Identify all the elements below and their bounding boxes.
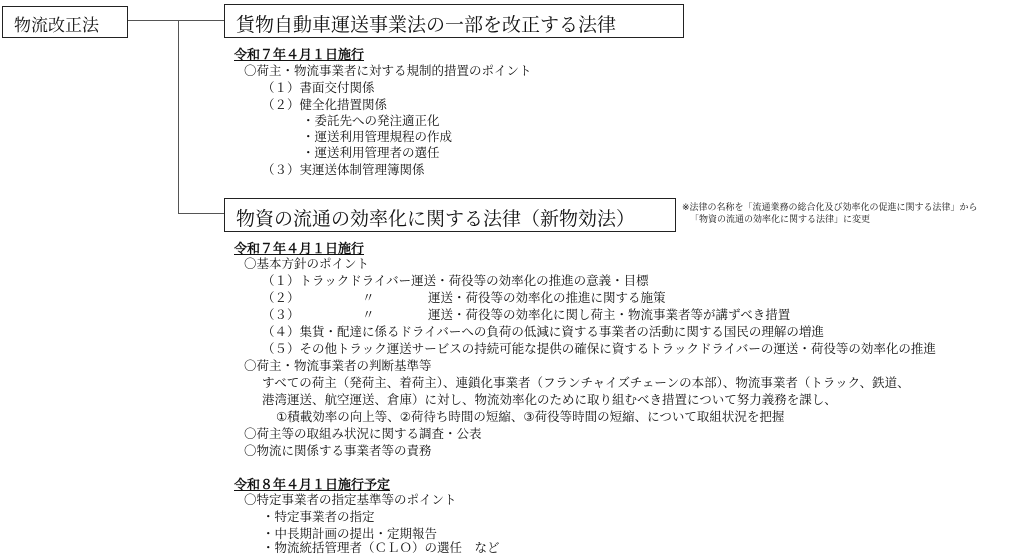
law2-basic-item-4: （４）集貨・配達に係るドライバーへの負荷の低減に資する事業者の活動に関する国民の理解の増進 xyxy=(262,324,824,339)
law2-basic-item-1: （１）トラックドライバー運送・荷役等の効率化の推進の意義・目標 xyxy=(262,273,649,288)
law1-date: 令和７年４月１日施行 xyxy=(234,48,365,63)
law2-specified-item-3: ・物流統括管理者（ＣＬＯ）の選任 など xyxy=(262,540,500,555)
law2-duty-heading: 〇物流に関係する事業者等の責務 xyxy=(244,443,432,458)
law2-basic-item-2-text: 運送・荷役等の効率化の推進に関する施策 xyxy=(428,290,666,305)
law2-specified-item-2: ・中長期計画の提出・定期報告 xyxy=(262,526,438,541)
law2-note-line1: ※法律の名称を「流通業務の総合化及び効率化の促進に関する法律」から xyxy=(682,203,978,213)
law2-basic-item-5: （５）その他トラック運送サービスの持続可能な提供の確保に資するトラックドライバーの運送・荷役等の効率化の推進 xyxy=(262,341,936,356)
connector-h-law2 xyxy=(178,213,225,214)
law2-criteria-text-3: ①積載効率の向上等、②荷待ち時間の短縮、③荷役等時間の短縮、について取組状況を把握 xyxy=(276,409,785,424)
law2-basic-item-3-ditto: 〃 xyxy=(362,307,375,322)
law1-item-3: （３）実運送体制管理簿関係 xyxy=(262,162,425,177)
law1-item-1: （１）書面交付関係 xyxy=(262,80,375,95)
law2-basic-item-3-text: 運送・荷役等の効率化に関し荷主・物流事業者等が講ずべき措置 xyxy=(428,307,791,322)
law1-subitem-1: ・委託先への発注適正化 xyxy=(302,113,440,128)
law2-criteria-text-2: 港湾運送、航空運送、倉庫）に対し、物流効率化のために取り組むべき措置について努力義務を課し、 xyxy=(262,392,837,407)
law2-criteria-text-1: すべての荷主（発荷主、着荷主）、連鎖化事業者（フランチャイズチェーンの本部）、物流事業者（トラック、鉄道、 xyxy=(262,375,910,390)
law2-note-line2: 「物資の流通の効率化に関する法律」に変更 xyxy=(690,215,871,225)
connector-v xyxy=(178,20,179,214)
law1-point-heading: 〇荷主・物流事業者に対する規制的措置のポイント xyxy=(244,63,532,78)
law2-basic-heading: 〇基本方針のポイント xyxy=(244,256,370,271)
law2-basic-item-2-ditto: 〃 xyxy=(362,290,375,305)
law2-basic-item-3-num: （３） xyxy=(262,307,300,322)
connector-h-root xyxy=(128,20,224,21)
law1-item-2: （２）健全化措置関係 xyxy=(262,97,388,112)
law2-date: 令和７年４月１日施行 xyxy=(234,242,365,257)
root-label: 物流改正法 xyxy=(14,16,99,36)
law1-subitem-3: ・運送利用管理者の選任 xyxy=(302,145,440,160)
law2-title: 物資の流通の効率化に関する法律（新物効法） xyxy=(236,208,636,230)
law2-criteria-heading: 〇荷主・物流事業者の判断基準等 xyxy=(244,358,432,373)
law2-basic-item-2-num: （２） xyxy=(262,290,300,305)
law2-date2: 令和８年４月１日施行予定 xyxy=(234,478,391,493)
law2-specified-heading: 〇特定事業者の指定基準等のポイント xyxy=(244,492,457,507)
law1-subitem-2: ・運送利用管理規程の作成 xyxy=(302,129,453,144)
law1-title: 貨物自動車運送事業法の一部を改正する法律 xyxy=(236,14,617,36)
law2-survey-heading: 〇荷主等の取組み状況に関する調査・公表 xyxy=(244,426,482,441)
law2-specified-item-1: ・特定事業者の指定 xyxy=(262,509,375,524)
